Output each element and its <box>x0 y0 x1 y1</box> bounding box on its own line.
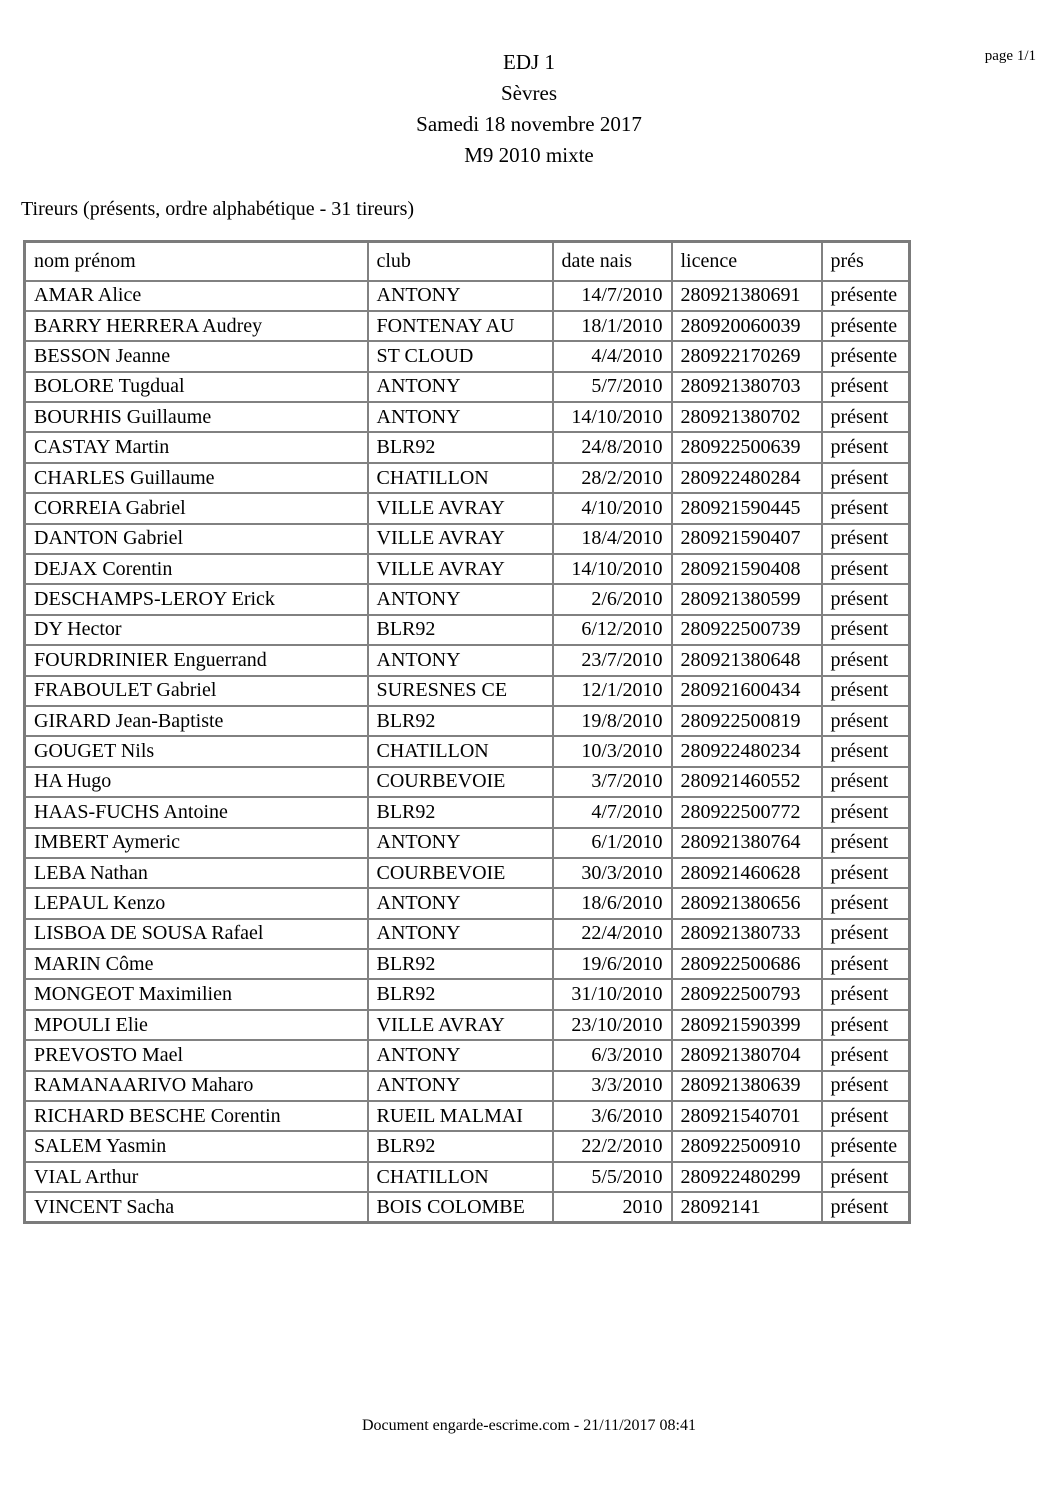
cell-presence: présent <box>822 584 910 614</box>
cell-birth-date: 23/10/2010 <box>553 1010 672 1040</box>
cell-licence: 280921380656 <box>672 888 822 918</box>
cell-presence: présente <box>822 311 910 341</box>
cell-licence: 280921380639 <box>672 1071 822 1101</box>
table-row <box>25 645 910 675</box>
cell-club: COURBEVOIE <box>368 767 553 797</box>
cell-name: VINCENT Sacha <box>25 1192 368 1222</box>
cell-birth-date: 2010 <box>553 1192 672 1222</box>
cell-licence: 280920060039 <box>672 311 822 341</box>
cell-name: SALEM Yasmin <box>25 1131 368 1161</box>
cell-licence: 280921380733 <box>672 919 822 949</box>
cell-presence: présent <box>822 402 910 432</box>
cell-name: CORREIA Gabriel <box>25 493 368 523</box>
cell-name: RICHARD BESCHE Corentin <box>25 1101 368 1131</box>
cell-birth-date: 6/1/2010 <box>553 828 672 858</box>
table-row <box>25 341 910 371</box>
cell-club: VILLE AVRAY <box>368 493 553 523</box>
cell-name: GIRARD Jean-Baptiste <box>25 706 368 736</box>
cell-presence: présente <box>822 341 910 371</box>
cell-presence: présente <box>822 281 910 311</box>
cell-name: MARIN Côme <box>25 949 368 979</box>
cell-presence: présente <box>822 1131 910 1161</box>
cell-club: BLR92 <box>368 615 553 645</box>
cell-birth-date: 3/3/2010 <box>553 1071 672 1101</box>
cell-licence: 280921600434 <box>672 676 822 706</box>
table-row <box>25 706 910 736</box>
table-row <box>25 554 910 584</box>
cell-licence: 280921460552 <box>672 767 822 797</box>
cell-club: BLR92 <box>368 797 553 827</box>
table-row <box>25 797 910 827</box>
doc-venue: Sèvres <box>501 81 557 105</box>
cell-licence: 28092141 <box>672 1192 822 1222</box>
table-row <box>25 372 910 402</box>
cell-club: ANTONY <box>368 402 553 432</box>
cell-club: ANTONY <box>368 584 553 614</box>
cell-presence: présent <box>822 615 910 645</box>
cell-club: ANTONY <box>368 372 553 402</box>
cell-name: BESSON Jeanne <box>25 341 368 371</box>
table-row <box>25 979 910 1009</box>
cell-licence: 280922480299 <box>672 1162 822 1192</box>
doc-date: Samedi 18 novembre 2017 <box>416 112 642 136</box>
table-row <box>25 615 910 645</box>
table-row <box>25 1071 910 1101</box>
cell-presence: présent <box>822 919 910 949</box>
cell-licence: 280921380648 <box>672 645 822 675</box>
cell-presence: présent <box>822 949 910 979</box>
table-row <box>25 919 910 949</box>
table-row <box>25 1010 910 1040</box>
cell-licence: 280922480234 <box>672 736 822 766</box>
table-row <box>25 1040 910 1070</box>
cell-club: BLR92 <box>368 432 553 462</box>
cell-club: COURBEVOIE <box>368 858 553 888</box>
cell-presence: présent <box>822 1192 910 1222</box>
cell-licence: 280921380704 <box>672 1040 822 1070</box>
cell-licence: 280921590408 <box>672 554 822 584</box>
cell-birth-date: 4/7/2010 <box>553 797 672 827</box>
cell-name: DEJAX Corentin <box>25 554 368 584</box>
cell-licence: 280922500910 <box>672 1131 822 1161</box>
cell-club: CHATILLON <box>368 736 553 766</box>
cell-birth-date: 24/8/2010 <box>553 432 672 462</box>
cell-name: BOLORE Tugdual <box>25 372 368 402</box>
cell-club: BLR92 <box>368 706 553 736</box>
cell-name: HA Hugo <box>25 767 368 797</box>
cell-name: DANTON Gabriel <box>25 524 368 554</box>
table-row <box>25 1101 910 1131</box>
cell-club: FONTENAY AU <box>368 311 553 341</box>
column-header-presence: prés <box>822 242 910 281</box>
cell-name: LISBOA DE SOUSA Rafael <box>25 919 368 949</box>
cell-club: ANTONY <box>368 919 553 949</box>
cell-birth-date: 18/1/2010 <box>553 311 672 341</box>
cell-name: MONGEOT Maximilien <box>25 979 368 1009</box>
cell-presence: présent <box>822 828 910 858</box>
cell-licence: 280921380702 <box>672 402 822 432</box>
cell-birth-date: 6/3/2010 <box>553 1040 672 1070</box>
cell-club: BLR92 <box>368 949 553 979</box>
table-row <box>25 1192 910 1222</box>
section-title: Tireurs (présents, ordre alphabétique - 31 tireurs) <box>21 198 415 220</box>
table-row <box>25 949 910 979</box>
cell-presence: présent <box>822 1162 910 1192</box>
cell-birth-date: 10/3/2010 <box>553 736 672 766</box>
cell-club: ANTONY <box>368 1071 553 1101</box>
cell-club: BLR92 <box>368 979 553 1009</box>
doc-title: EDJ 1 <box>503 50 555 74</box>
cell-licence: 280921380691 <box>672 281 822 311</box>
table-row <box>25 402 910 432</box>
table-body <box>25 281 910 1223</box>
header-row <box>25 242 910 281</box>
page-number: page 1/1 <box>984 48 1036 64</box>
column-header-birth-date: date nais <box>553 242 672 281</box>
cell-club: ANTONY <box>368 645 553 675</box>
table-row <box>25 584 910 614</box>
table-row <box>25 432 910 462</box>
cell-birth-date: 4/4/2010 <box>553 341 672 371</box>
cell-club: RUEIL MALMAI <box>368 1101 553 1131</box>
cell-presence: présent <box>822 1010 910 1040</box>
cell-birth-date: 2/6/2010 <box>553 584 672 614</box>
cell-licence: 280922480284 <box>672 463 822 493</box>
cell-licence: 280921590399 <box>672 1010 822 1040</box>
cell-licence: 280921380703 <box>672 372 822 402</box>
cell-birth-date: 19/6/2010 <box>553 949 672 979</box>
table-row <box>25 736 910 766</box>
cell-presence: présent <box>822 858 910 888</box>
cell-licence: 280921590445 <box>672 493 822 523</box>
cell-club: CHATILLON <box>368 463 553 493</box>
cell-name: MPOULI Elie <box>25 1010 368 1040</box>
cell-presence: présent <box>822 797 910 827</box>
cell-presence: présent <box>822 463 910 493</box>
cell-presence: présent <box>822 888 910 918</box>
cell-birth-date: 14/10/2010 <box>553 402 672 432</box>
cell-name: LEBA Nathan <box>25 858 368 888</box>
cell-licence: 280922500819 <box>672 706 822 736</box>
cell-name: HAAS-FUCHS Antoine <box>25 797 368 827</box>
table-row <box>25 1131 910 1161</box>
cell-birth-date: 18/6/2010 <box>553 888 672 918</box>
cell-presence: présent <box>822 767 910 797</box>
cell-licence: 280922500639 <box>672 432 822 462</box>
cell-presence: présent <box>822 736 910 766</box>
cell-licence: 280922500772 <box>672 797 822 827</box>
cell-name: AMAR Alice <box>25 281 368 311</box>
table-row <box>25 858 910 888</box>
doc-header <box>0 47 1058 171</box>
cell-presence: présent <box>822 524 910 554</box>
cell-birth-date: 31/10/2010 <box>553 979 672 1009</box>
table-row <box>25 767 910 797</box>
cell-name: FOURDRINIER Enguerrand <box>25 645 368 675</box>
table-row <box>25 524 910 554</box>
cell-birth-date: 5/5/2010 <box>553 1162 672 1192</box>
cell-name: LEPAUL Kenzo <box>25 888 368 918</box>
cell-presence: présent <box>822 645 910 675</box>
cell-birth-date: 14/10/2010 <box>553 554 672 584</box>
cell-licence: 280921380764 <box>672 828 822 858</box>
cell-presence: présent <box>822 1071 910 1101</box>
cell-name: FRABOULET Gabriel <box>25 676 368 706</box>
cell-birth-date: 18/4/2010 <box>553 524 672 554</box>
doc-footer: Document engarde-escrime.com - 21/11/2017 08:41 <box>362 1417 696 1434</box>
cell-birth-date: 28/2/2010 <box>553 463 672 493</box>
cell-club: VILLE AVRAY <box>368 524 553 554</box>
cell-birth-date: 5/7/2010 <box>553 372 672 402</box>
cell-licence: 280921590407 <box>672 524 822 554</box>
cell-presence: présent <box>822 493 910 523</box>
cell-birth-date: 12/1/2010 <box>553 676 672 706</box>
cell-name: GOUGET Nils <box>25 736 368 766</box>
cell-name: IMBERT Aymeric <box>25 828 368 858</box>
cell-presence: présent <box>822 1040 910 1070</box>
cell-club: BOIS COLOMBE <box>368 1192 553 1222</box>
column-header-name: nom prénom <box>25 242 368 281</box>
cell-name: BARRY HERRERA Audrey <box>25 311 368 341</box>
table-row <box>25 828 910 858</box>
cell-club: VILLE AVRAY <box>368 554 553 584</box>
cell-name: RAMANAARIVO Maharo <box>25 1071 368 1101</box>
cell-licence: 280922500793 <box>672 979 822 1009</box>
cell-name: PREVOSTO Mael <box>25 1040 368 1070</box>
table-row <box>25 281 910 311</box>
cell-presence: présent <box>822 979 910 1009</box>
cell-licence: 280921540701 <box>672 1101 822 1131</box>
table-row <box>25 1162 910 1192</box>
cell-club: ANTONY <box>368 281 553 311</box>
cell-club: ST CLOUD <box>368 341 553 371</box>
cell-birth-date: 19/8/2010 <box>553 706 672 736</box>
cell-birth-date: 3/6/2010 <box>553 1101 672 1131</box>
doc-category: M9 2010 mixte <box>464 143 594 167</box>
table-row <box>25 311 910 341</box>
cell-club: ANTONY <box>368 828 553 858</box>
cell-licence: 280921460628 <box>672 858 822 888</box>
table-row <box>25 493 910 523</box>
cell-birth-date: 4/10/2010 <box>553 493 672 523</box>
table-row <box>25 463 910 493</box>
cell-licence: 280922500739 <box>672 615 822 645</box>
cell-presence: présent <box>822 676 910 706</box>
cell-licence: 280922500686 <box>672 949 822 979</box>
cell-club: SURESNES CE <box>368 676 553 706</box>
cell-presence: présent <box>822 706 910 736</box>
cell-birth-date: 22/2/2010 <box>553 1131 672 1161</box>
cell-name: DESCHAMPS-LEROY Erick <box>25 584 368 614</box>
cell-presence: présent <box>822 432 910 462</box>
cell-presence: présent <box>822 372 910 402</box>
cell-birth-date: 6/12/2010 <box>553 615 672 645</box>
cell-name: BOURHIS Guillaume <box>25 402 368 432</box>
fencers-table <box>23 240 911 1224</box>
cell-birth-date: 30/3/2010 <box>553 858 672 888</box>
cell-licence: 280922170269 <box>672 341 822 371</box>
cell-club: VILLE AVRAY <box>368 1010 553 1040</box>
table-header <box>25 242 910 281</box>
cell-name: CASTAY Martin <box>25 432 368 462</box>
cell-name: CHARLES Guillaume <box>25 463 368 493</box>
table-row <box>25 676 910 706</box>
cell-licence: 280921380599 <box>672 584 822 614</box>
table-row <box>25 888 910 918</box>
cell-club: ANTONY <box>368 1040 553 1070</box>
cell-birth-date: 3/7/2010 <box>553 767 672 797</box>
cell-birth-date: 22/4/2010 <box>553 919 672 949</box>
column-header-licence: licence <box>672 242 822 281</box>
cell-presence: présent <box>822 1101 910 1131</box>
cell-name: VIAL Arthur <box>25 1162 368 1192</box>
cell-name: DY Hector <box>25 615 368 645</box>
cell-club: ANTONY <box>368 888 553 918</box>
cell-club: CHATILLON <box>368 1162 553 1192</box>
column-header-club: club <box>368 242 553 281</box>
cell-birth-date: 14/7/2010 <box>553 281 672 311</box>
cell-birth-date: 23/7/2010 <box>553 645 672 675</box>
cell-club: BLR92 <box>368 1131 553 1161</box>
cell-presence: présent <box>822 554 910 584</box>
